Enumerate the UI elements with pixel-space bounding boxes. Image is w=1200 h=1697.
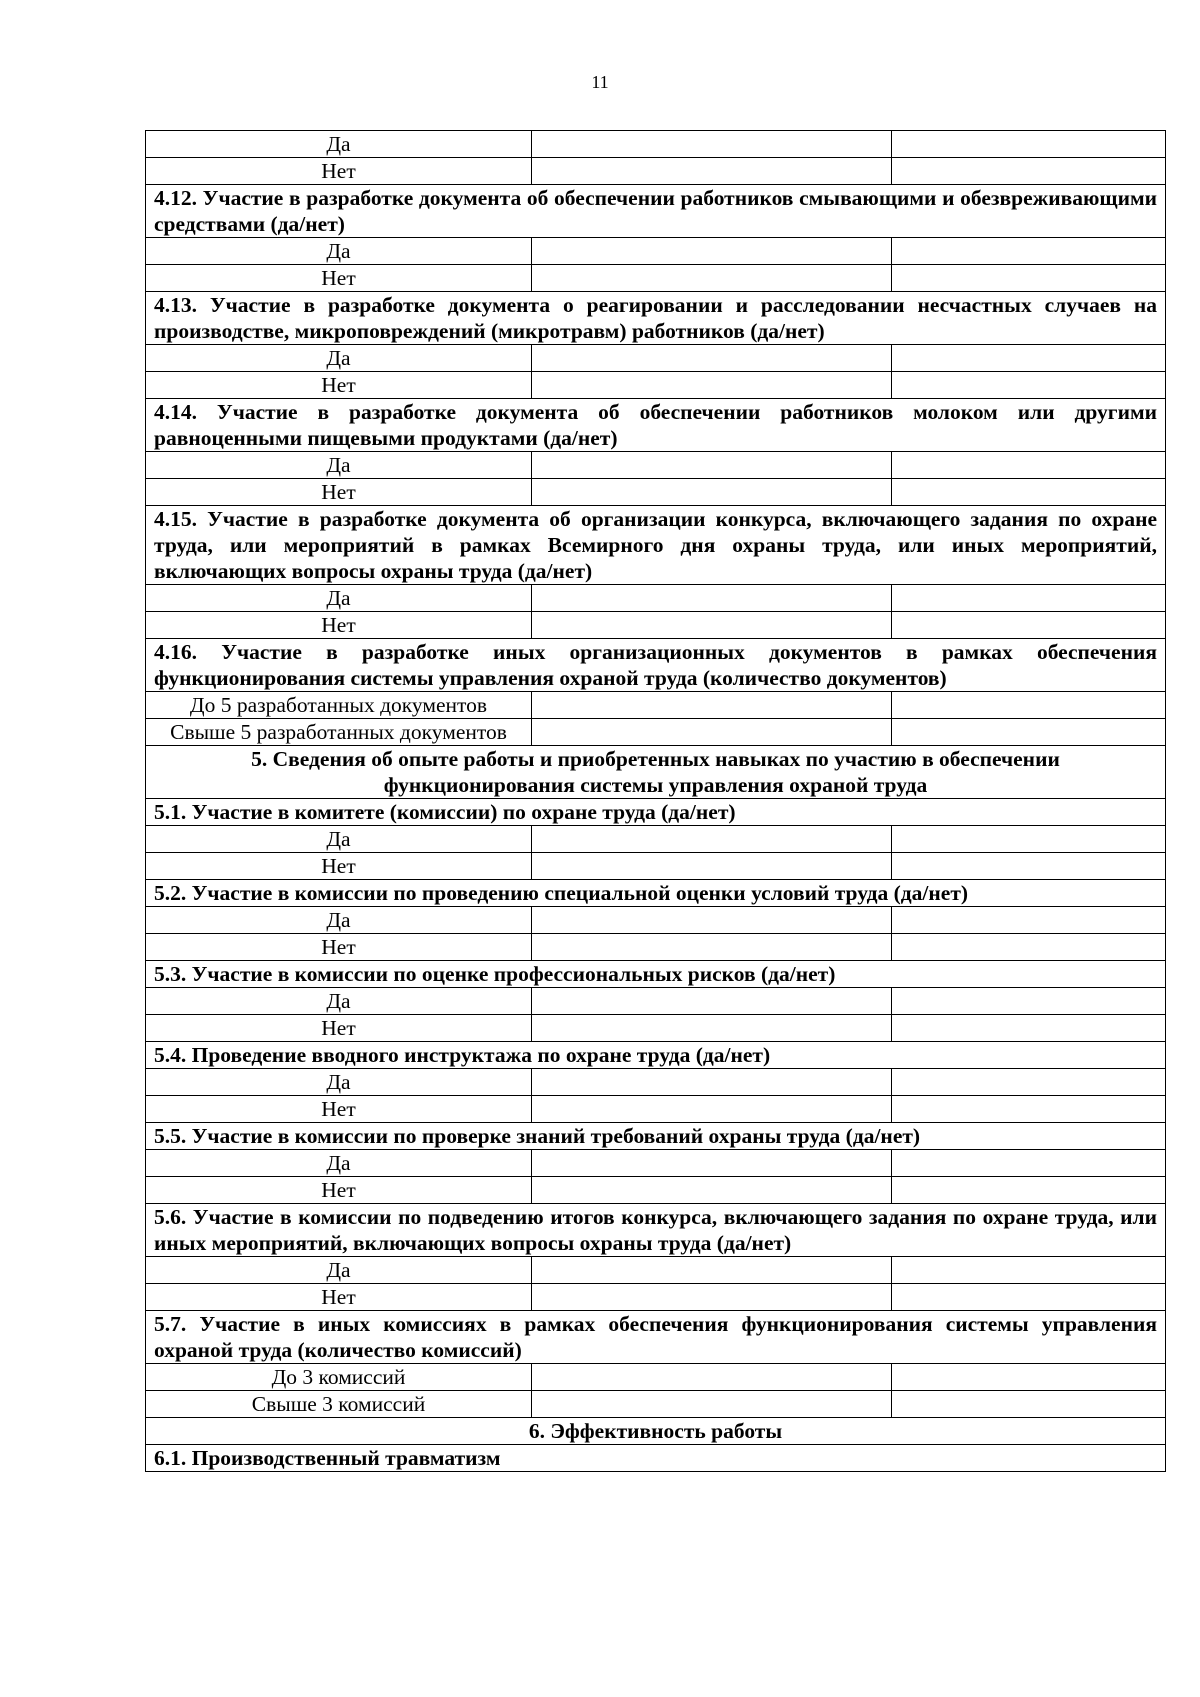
option-row bbox=[146, 853, 1166, 880]
response-cell[interactable] bbox=[532, 479, 892, 506]
option-label: Да bbox=[146, 345, 532, 372]
option-row bbox=[146, 1284, 1166, 1311]
option-row bbox=[146, 1391, 1166, 1418]
score-cell[interactable] bbox=[892, 238, 1166, 265]
option-label: Да bbox=[146, 238, 532, 265]
question-row bbox=[146, 880, 1166, 907]
option-label: До 5 разработанных документов bbox=[146, 692, 532, 719]
question-text: 4.12. Участие в разработке документа об обеспечении работников смывающими и обезвреживающими средствами (да/нет) bbox=[146, 185, 1166, 238]
question-row bbox=[146, 639, 1166, 692]
question-text: 5.7. Участие в иных комиссиях в рамках обеспечения функционирования системы управления охраной труда (количество комиссий) bbox=[146, 1311, 1166, 1364]
option-row bbox=[146, 372, 1166, 399]
option-label: Да bbox=[146, 826, 532, 853]
question-row bbox=[146, 1042, 1166, 1069]
score-cell[interactable] bbox=[892, 1177, 1166, 1204]
option-row bbox=[146, 1150, 1166, 1177]
response-cell[interactable] bbox=[532, 1177, 892, 1204]
option-row bbox=[146, 345, 1166, 372]
question-text: 5.6. Участие в комиссии по подведению итогов конкурса, включающего задания по охране труда, или иных мероприятий, включающих вопросы охраны труда (да/нет) bbox=[146, 1204, 1166, 1257]
question-text: 5.5. Участие в комиссии по проверке знаний требований охраны труда (да/нет) bbox=[146, 1123, 1166, 1150]
section-heading: 5. Сведения об опыте работы и приобретенных навыках по участию в обеспечении функционирования системы управления охраной труда bbox=[146, 746, 1166, 799]
option-label: Нет bbox=[146, 372, 532, 399]
score-cell[interactable] bbox=[892, 934, 1166, 961]
score-cell[interactable] bbox=[892, 131, 1166, 158]
score-cell[interactable] bbox=[892, 345, 1166, 372]
option-label: Нет bbox=[146, 1015, 532, 1042]
response-cell[interactable] bbox=[532, 1015, 892, 1042]
score-cell[interactable] bbox=[892, 1257, 1166, 1284]
response-cell[interactable] bbox=[532, 1391, 892, 1418]
page-number: 11 bbox=[591, 72, 609, 92]
option-row bbox=[146, 238, 1166, 265]
response-cell[interactable] bbox=[532, 692, 892, 719]
question-row bbox=[146, 1311, 1166, 1364]
question-text: 4.16. Участие в разработке иных организационных документов в рамках обеспечения функционирования системы управления охраной труда (количество документов) bbox=[146, 639, 1166, 692]
option-label: Нет bbox=[146, 934, 532, 961]
option-row bbox=[146, 1257, 1166, 1284]
option-label: Нет bbox=[146, 158, 532, 185]
question-text: 5.2. Участие в комиссии по проведению специальной оценки условий труда (да/нет) bbox=[146, 880, 1166, 907]
option-label: Нет bbox=[146, 1096, 532, 1123]
option-row bbox=[146, 131, 1166, 158]
question-row bbox=[146, 292, 1166, 345]
response-cell[interactable] bbox=[532, 934, 892, 961]
score-cell[interactable] bbox=[892, 585, 1166, 612]
response-cell[interactable] bbox=[532, 372, 892, 399]
option-row bbox=[146, 1015, 1166, 1042]
question-text: 5.3. Участие в комиссии по оценке профессиональных рисков (да/нет) bbox=[146, 961, 1166, 988]
option-row bbox=[146, 907, 1166, 934]
section-row bbox=[146, 746, 1166, 799]
option-label: До 3 комиссий bbox=[146, 1364, 532, 1391]
score-cell[interactable] bbox=[892, 988, 1166, 1015]
option-row bbox=[146, 585, 1166, 612]
option-row bbox=[146, 988, 1166, 1015]
option-label: Да bbox=[146, 131, 532, 158]
score-cell[interactable] bbox=[892, 1069, 1166, 1096]
question-text: 6.1. Производственный травматизм bbox=[146, 1445, 1166, 1472]
response-cell[interactable] bbox=[532, 988, 892, 1015]
response-cell[interactable] bbox=[532, 719, 892, 746]
section-row bbox=[146, 1418, 1166, 1445]
option-row bbox=[146, 1177, 1166, 1204]
score-cell[interactable] bbox=[892, 826, 1166, 853]
question-text: 5.4. Проведение вводного инструктажа по охране труда (да/нет) bbox=[146, 1042, 1166, 1069]
response-cell[interactable] bbox=[532, 585, 892, 612]
score-cell[interactable] bbox=[892, 479, 1166, 506]
score-cell[interactable] bbox=[892, 452, 1166, 479]
score-cell[interactable] bbox=[892, 1284, 1166, 1311]
option-label: Нет bbox=[146, 479, 532, 506]
option-row bbox=[146, 1096, 1166, 1123]
option-label: Свыше 5 разработанных документов bbox=[146, 719, 532, 746]
response-cell[interactable] bbox=[532, 452, 892, 479]
option-row bbox=[146, 612, 1166, 639]
question-text: 4.13. Участие в разработке документа о реагировании и расследовании несчастных случаев на производстве, микроповреждений (микротравм) работников (да/нет) bbox=[146, 292, 1166, 345]
section-heading: 6. Эффективность работы bbox=[146, 1418, 1166, 1445]
option-row bbox=[146, 452, 1166, 479]
option-row bbox=[146, 479, 1166, 506]
option-label: Да bbox=[146, 452, 532, 479]
option-row bbox=[146, 265, 1166, 292]
score-cell[interactable] bbox=[892, 907, 1166, 934]
score-cell[interactable] bbox=[892, 1096, 1166, 1123]
option-label: Нет bbox=[146, 853, 532, 880]
response-cell[interactable] bbox=[532, 131, 892, 158]
question-text: 4.15. Участие в разработке документа об организации конкурса, включающего задания по охране труда, или мероприятий в рамках Всемирного дня охраны труда, или иных мероприятий, включающих вопросы охраны труда (да/нет) bbox=[146, 506, 1166, 585]
option-row bbox=[146, 826, 1166, 853]
response-cell[interactable] bbox=[532, 1284, 892, 1311]
response-cell[interactable] bbox=[532, 1096, 892, 1123]
option-label: Нет bbox=[146, 265, 532, 292]
response-cell[interactable] bbox=[532, 1364, 892, 1391]
question-row bbox=[146, 1204, 1166, 1257]
question-row bbox=[146, 185, 1166, 238]
option-row bbox=[146, 1069, 1166, 1096]
option-label: Нет bbox=[146, 1284, 532, 1311]
response-cell[interactable] bbox=[532, 853, 892, 880]
question-text: 5.1. Участие в комитете (комиссии) по охране труда (да/нет) bbox=[146, 799, 1166, 826]
score-cell[interactable] bbox=[892, 158, 1166, 185]
option-label: Да bbox=[146, 1257, 532, 1284]
response-cell[interactable] bbox=[532, 612, 892, 639]
question-row bbox=[146, 399, 1166, 452]
response-cell[interactable] bbox=[532, 265, 892, 292]
question-row bbox=[146, 799, 1166, 826]
option-row bbox=[146, 692, 1166, 719]
option-label: Свыше 3 комиссий bbox=[146, 1391, 532, 1418]
option-label: Да bbox=[146, 585, 532, 612]
option-label: Нет bbox=[146, 612, 532, 639]
option-label: Да bbox=[146, 1150, 532, 1177]
option-label: Да bbox=[146, 1069, 532, 1096]
question-row bbox=[146, 961, 1166, 988]
option-label: Да bbox=[146, 988, 532, 1015]
score-cell[interactable] bbox=[892, 1150, 1166, 1177]
response-cell[interactable] bbox=[532, 158, 892, 185]
score-cell[interactable] bbox=[892, 853, 1166, 880]
question-text: 4.14. Участие в разработке документа об обеспечении работников молоком или другими равноценными пищевыми продуктами (да/нет) bbox=[146, 399, 1166, 452]
assessment-table bbox=[145, 130, 1166, 1472]
response-cell[interactable] bbox=[532, 345, 892, 372]
response-cell[interactable] bbox=[532, 1069, 892, 1096]
score-cell[interactable] bbox=[892, 692, 1166, 719]
score-cell[interactable] bbox=[892, 1364, 1166, 1391]
response-cell[interactable] bbox=[532, 826, 892, 853]
score-cell[interactable] bbox=[892, 265, 1166, 292]
option-row bbox=[146, 1364, 1166, 1391]
score-cell[interactable] bbox=[892, 1391, 1166, 1418]
option-row bbox=[146, 719, 1166, 746]
score-cell[interactable] bbox=[892, 372, 1166, 399]
question-row bbox=[146, 1123, 1166, 1150]
option-label: Нет bbox=[146, 1177, 532, 1204]
response-cell[interactable] bbox=[532, 1150, 892, 1177]
option-label: Да bbox=[146, 907, 532, 934]
option-row bbox=[146, 934, 1166, 961]
score-cell[interactable] bbox=[892, 1015, 1166, 1042]
score-cell[interactable] bbox=[892, 719, 1166, 746]
response-cell[interactable] bbox=[532, 1257, 892, 1284]
question-row bbox=[146, 506, 1166, 585]
option-row bbox=[146, 158, 1166, 185]
response-cell[interactable] bbox=[532, 238, 892, 265]
score-cell[interactable] bbox=[892, 612, 1166, 639]
question-row bbox=[146, 1445, 1166, 1472]
response-cell[interactable] bbox=[532, 907, 892, 934]
